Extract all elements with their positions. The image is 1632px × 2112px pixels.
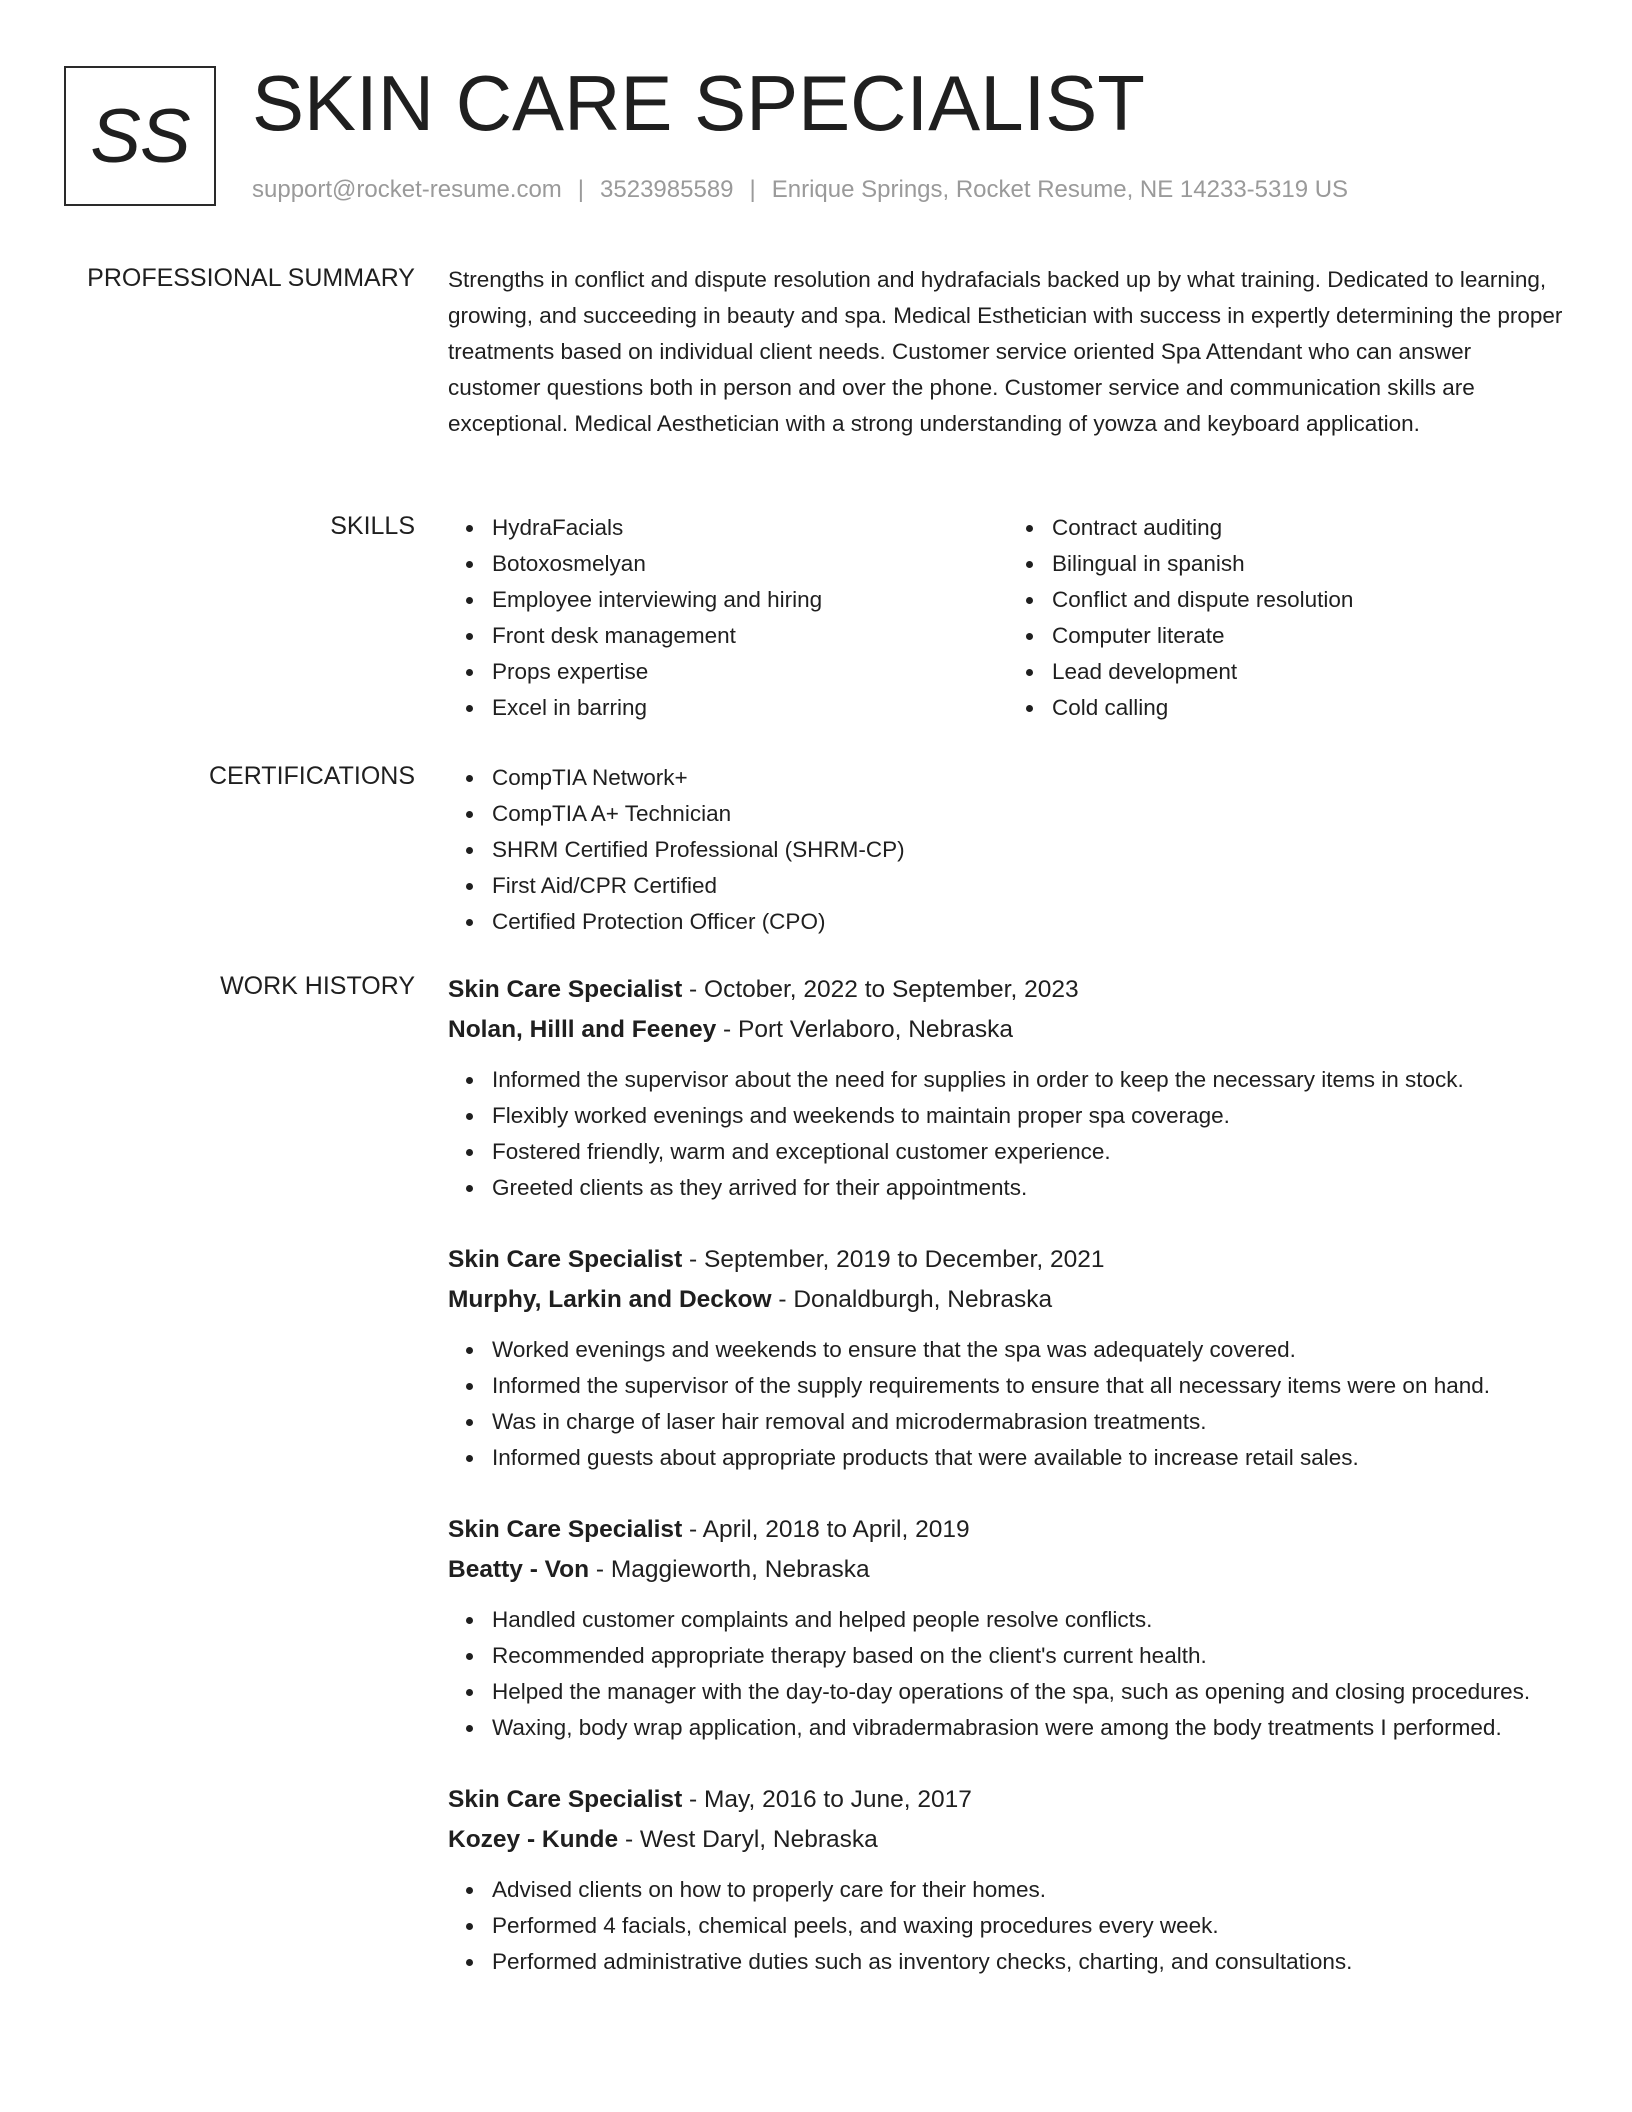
job-bullet: Informed guests about appropriate products that were available to increase retail sales. (492, 1440, 1568, 1476)
job-company: Beatty - Von (448, 1556, 590, 1583)
skill-item: Lead development (1052, 654, 1568, 690)
skill-item: HydraFacials (492, 510, 1008, 546)
resume-title: SKIN CARE SPECIALIST (252, 59, 1145, 147)
skill-item: Front desk management (492, 618, 1008, 654)
job-bullet: Waxing, body wrap application, and vibradermabrasion were among the body treatments I performed. (492, 1710, 1568, 1746)
section-title-work-history: WORK HISTORY (220, 972, 415, 1000)
job-dates: - September, 2019 to December, 2021 (682, 1246, 1105, 1273)
skills-list-right (1008, 510, 1568, 726)
job-bullet: Recommended appropriate therapy based on the client's current health. (492, 1638, 1568, 1674)
job-dates: - April, 2018 to April, 2019 (682, 1516, 970, 1543)
skill-item: Conflict and dispute resolution (1052, 582, 1568, 618)
job-dates: - May, 2016 to June, 2017 (682, 1786, 972, 1813)
job-company-line (448, 1010, 1568, 1050)
job-entry (448, 1240, 1568, 1476)
job-location: - Donaldburgh, Nebraska (771, 1286, 1053, 1313)
job-role: Skin Care Specialist (448, 1786, 683, 1813)
job-location: - Maggieworth, Nebraska (589, 1556, 870, 1583)
job-bullet: Greeted clients as they arrived for their appointments. (492, 1170, 1568, 1206)
job-company-line (448, 1280, 1568, 1320)
contact-phone[interactable]: 3523985589 (600, 176, 734, 203)
job-company: Kozey - Kunde (448, 1826, 619, 1853)
skill-item: Botoxosmelyan (492, 546, 1008, 582)
job-bullets (448, 1602, 1568, 1746)
job-company: Murphy, Larkin and Deckow (448, 1286, 772, 1313)
job-role-line (448, 1780, 1568, 1820)
job-bullet: Informed the supervisor about the need for supplies in order to keep the necessary items in stock. (492, 1062, 1568, 1098)
contact-separator: | (749, 176, 756, 203)
job-entry (448, 1510, 1568, 1746)
job-dates: - October, 2022 to September, 2023 (682, 976, 1079, 1003)
job-role: Skin Care Specialist (448, 976, 683, 1003)
job-bullets (448, 1332, 1568, 1476)
job-location: - Port Verlaboro, Nebraska (716, 1016, 1014, 1043)
contact-address: Enrique Springs, Rocket Resume, NE 14233-5319 US (771, 176, 1349, 203)
job-company-line (448, 1550, 1568, 1590)
job-bullet: Advised clients on how to properly care for their homes. (492, 1872, 1568, 1908)
certification-item: CompTIA A+ Technician (492, 796, 1568, 832)
skill-item: Contract auditing (1052, 510, 1568, 546)
job-bullet: Informed the supervisor of the supply requirements to ensure that all necessary items were on hand. (492, 1368, 1568, 1404)
job-bullet: Performed administrative duties such as inventory checks, charting, and consultations. (492, 1944, 1568, 1980)
job-role-line (448, 1510, 1568, 1550)
contact-separator: | (577, 176, 585, 203)
contact-line (252, 174, 1348, 206)
job-role-line (448, 970, 1568, 1010)
certifications-list (448, 760, 1568, 940)
skill-item: Props expertise (492, 654, 1008, 690)
certification-item: Certified Protection Officer (CPO) (492, 904, 1568, 940)
job-company: Nolan, Hilll and Feeney (448, 1016, 717, 1043)
job-bullet: Fostered friendly, warm and exceptional customer experience. (492, 1134, 1568, 1170)
job-bullet: Was in charge of laser hair removal and microdermabrasion treatments. (492, 1404, 1568, 1440)
summary-text: Strengths in conflict and dispute resolution and hydrafacials backed up by what training. Dedicated to learning, growing, and succeeding in beauty and spa. Medical Esthetician with success in expertly determining the proper treatments based on individual client needs. Customer service oriented Spa Attendant who can answer customer questions both in person and over the phone. Customer service and communication skills are exceptional. Medical Aesthetician with a strong understanding of yowza and keyboard application. (448, 267, 1563, 436)
monogram-logo: SS (64, 66, 216, 206)
section-title-certifications: CERTIFICATIONS (208, 762, 415, 790)
job-entry (448, 1780, 1568, 1980)
section-title-summary: PROFESSIONAL SUMMARY (87, 264, 415, 292)
skill-item: Employee interviewing and hiring (492, 582, 1008, 618)
job-bullet: Performed 4 facials, chemical peels, and waxing procedures every week. (492, 1908, 1568, 1944)
skill-item: Bilingual in spanish (1052, 546, 1568, 582)
skill-item: Excel in barring (492, 690, 1008, 726)
skill-item: Computer literate (1052, 618, 1568, 654)
job-bullet: Helped the manager with the day-to-day operations of the spa, such as opening and closing procedures. (492, 1674, 1568, 1710)
skill-item: Cold calling (1052, 690, 1568, 726)
section-title-skills: SKILLS (330, 512, 415, 540)
job-bullets (448, 1872, 1568, 1980)
certification-item: CompTIA Network+ (492, 760, 1568, 796)
job-bullets (448, 1062, 1568, 1206)
job-role: Skin Care Specialist (448, 1246, 683, 1273)
job-role-line (448, 1240, 1568, 1280)
job-bullet: Flexibly worked evenings and weekends to maintain proper spa coverage. (492, 1098, 1568, 1134)
skills-list-left (448, 510, 1008, 726)
job-company-line (448, 1820, 1568, 1860)
job-bullet: Worked evenings and weekends to ensure that the spa was adequately covered. (492, 1332, 1568, 1368)
job-location: - West Daryl, Nebraska (618, 1826, 878, 1853)
certification-item: First Aid/CPR Certified (492, 868, 1568, 904)
certification-item: SHRM Certified Professional (SHRM-CP) (492, 832, 1568, 868)
job-bullet: Handled customer complaints and helped people resolve conflicts. (492, 1602, 1568, 1638)
contact-email[interactable]: support@rocket-resume.com (252, 176, 562, 203)
job-role: Skin Care Specialist (448, 1516, 683, 1543)
job-entry (448, 970, 1568, 1206)
